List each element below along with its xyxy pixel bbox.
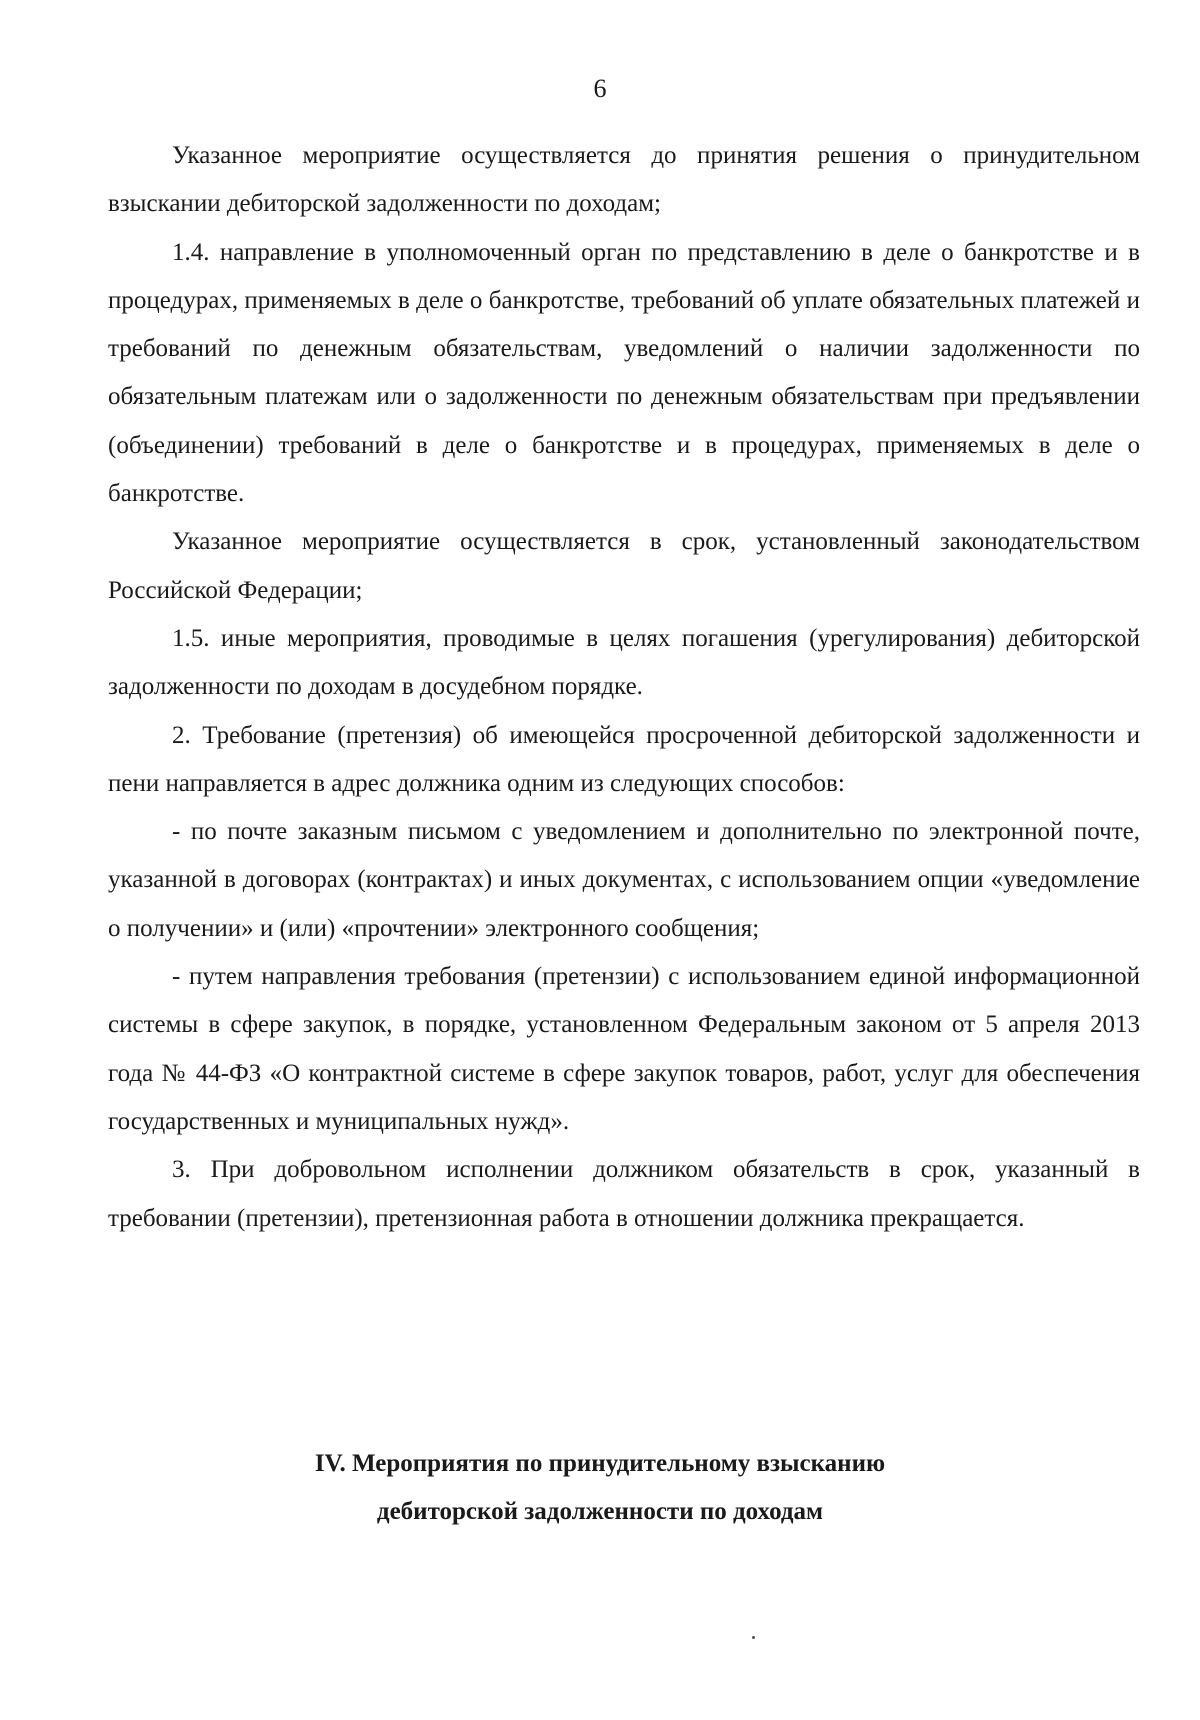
list-item-procurement-system: - путем направления требования (претензии) с использованием единой информационной системы в сфере закупок, в порядке, установленном Федеральным законом от 5 апреля 2013 года № 44-ФЗ «О контрактной системе в сфере закупок товаров, работ, услуг для обеспечения государственных и муниципальных нужд». [108,963,1140,1135]
scan-speck [752,1636,755,1639]
section-heading-line-2: дебиторской задолженности по доходам [376,1498,824,1525]
section-heading [0,1440,1200,1536]
document-body [108,132,1140,1243]
paragraph-2-claim-delivery: 2. Требование (претензия) об имеющейся просроченной дебиторской задолженности и пени направляется в адрес должника одним из следующих способов: [108,721,1140,797]
paragraph-event-timing-note: Указанное мероприятие осуществляется до принятия решения о принудительном взыскании дебиторской задолженности по доходам; [108,142,1140,218]
paragraph-1-4-bankruptcy: 1.4. направление в уполномоченный орган по представлению в деле о банкротстве и в процедурах, применяемых в деле о банкротстве, требований об уплате обязательных платежей и требований по денежным обязательствам, уведомлений о наличии задолженности по обязательным платежам или о задолженности по денежным обязательствам при предъявлении (объединении) требований в деле о банкротстве и в процедурах, применяемых в деле о банкротстве. [108,238,1140,508]
list-item-registered-mail: - по почте заказным письмом с уведомлением и дополнительно по электронной почте, указанной в договорах (контрактах) и иных документах, с использованием опции «уведомление о получении» и (или) «прочтении» электронного сообщения; [108,818,1140,942]
page-number: 6 [593,74,607,103]
section-heading-line-1: IV. Мероприятия по принудительному взысканию [314,1450,886,1477]
paragraph-event-deadline-note: Указанное мероприятие осуществляется в срок, установленный законодательством Российской Федерации; [108,528,1140,604]
paragraph-1-5-other-measures: 1.5. иные мероприятия, проводимые в целях погашения (урегулирования) дебиторской задолженности по доходам в досудебном порядке. [108,624,1140,701]
paragraph-3-voluntary-payment: 3. При добровольном исполнении должником обязательств в срок, указанный в требовании (претензии), претензионная работа в отношении должника прекращается. [108,1156,1140,1232]
